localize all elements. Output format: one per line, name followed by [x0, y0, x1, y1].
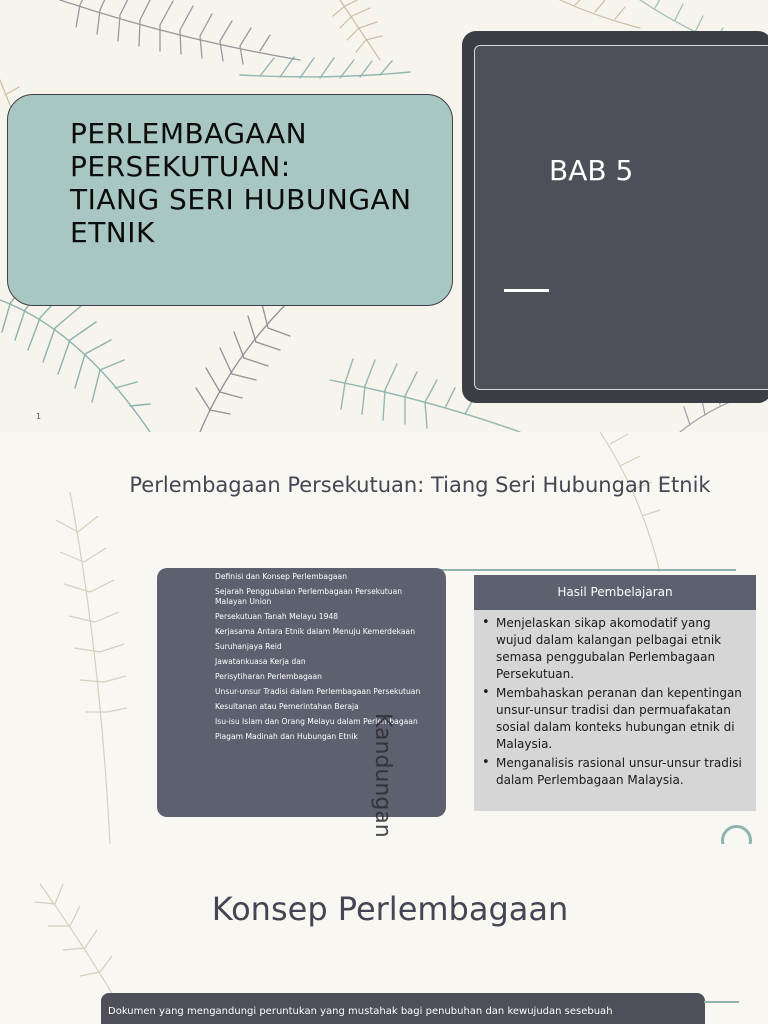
learning-outcomes-box: [474, 575, 756, 811]
chapter-label: BAB 5: [549, 154, 634, 187]
contents-item: Suruhanjaya Reid: [215, 642, 282, 651]
contents-item: Sejarah Penggubalan Perlembagaan Persekutuan Malayan Union: [215, 587, 403, 606]
contents-item: Unsur-unsur Tradisi dalam Perlembagaan Persekutuan: [215, 687, 421, 696]
learning-outcomes-list: [474, 610, 756, 789]
contents-panel: [157, 568, 446, 838]
learning-outcome-item: • Menganalisis rasional unsur-unsur tradisi dalam Perlembagaan Malaysia.: [496, 755, 742, 789]
contents-item: Perisytiharan Perlembagaan: [215, 672, 322, 681]
accent-line: [440, 569, 736, 571]
contents-vertical-label: Kandungan: [370, 713, 395, 838]
title-box: [7, 94, 453, 306]
learning-outcome-item: • Menjelaskan sikap akomodatif yang wujud dalam kalangan pelbagai etnik semasa penggubalan Perlembagaan Persekutuan.: [496, 615, 742, 683]
chapter-underline: [504, 289, 549, 292]
title-slide: [0, 0, 768, 432]
page-number: 1: [36, 412, 42, 421]
title-line-3: TIANG SERI HUBUNGAN: [70, 183, 412, 216]
contents-item: Kesultanan atau Pemerintahan Beraja: [215, 702, 359, 711]
accent-line: [704, 1001, 739, 1003]
concept-slide: [0, 844, 768, 1024]
title-line-1: PERLEMBAGAAN: [70, 117, 308, 150]
contents-item: Isu-isu Islam dan Orang Melayu dalam Perlembagaan: [215, 717, 418, 726]
title-line-2: PERSEKUTUAN:: [70, 150, 291, 183]
presentation-title: [70, 117, 442, 249]
learning-outcomes-header: Hasil Pembelajaran: [474, 575, 756, 610]
definition-box: [101, 993, 705, 1024]
contents-item: Kerjasama Antara Etnik dalam Menuju Kemerdekaan: [215, 627, 416, 636]
contents-list: [215, 572, 430, 747]
chapter-panel: [474, 45, 768, 390]
contents-item: Piagam Madinah dan Hubungan Etnik: [215, 732, 358, 741]
contents-item: Persekutuan Tanah Melayu 1948: [215, 612, 339, 621]
learning-outcome-item: • Membahaskan peranan dan kepentingan unsur-unsur tradisi dan permuafakatan sosial dalam konteks hubungan etnik di Malaysia.: [496, 685, 742, 753]
contents-item: Jawatankuasa Kerja dan: [215, 657, 306, 666]
slide-title: Perlembagaan Persekutuan: Tiang Seri Hubungan Etnik: [129, 473, 711, 497]
slide-title: Konsep Perlembagaan: [211, 890, 569, 928]
contents-item: Definisi dan Konsep Perlembagaan: [215, 572, 348, 581]
title-line-4: ETNIK: [70, 216, 155, 249]
definition-text: Dokumen yang mengandungi peruntukan yang mustahak bagi penubuhan dan kewujudan sesebuah: [108, 1006, 613, 1017]
overview-slide: [0, 432, 768, 844]
